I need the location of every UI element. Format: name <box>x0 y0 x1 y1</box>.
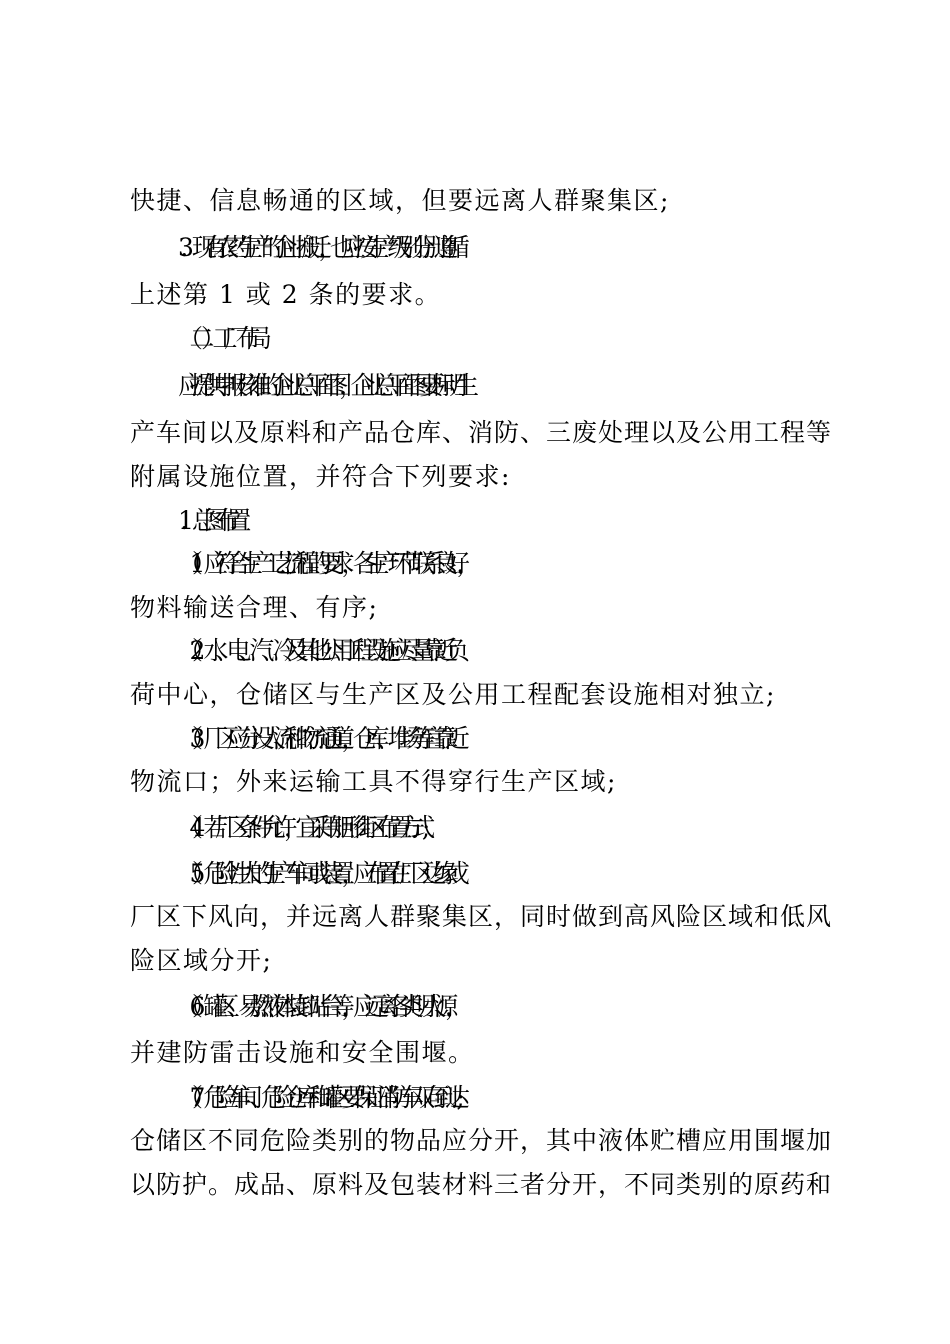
text-line: （5）危险性大的生产车间或装置，应布置在厂区边缘或 <box>178 859 457 888</box>
text-line: （3）厂区应分设人流和物流通道，仓库、堆场等宜靠近 <box>178 724 457 753</box>
text-line: （2）水、电、汽、冷及其他公用工程设施应尽量靠近负 <box>178 636 457 665</box>
text-line: （4）若厂区条件允许，宜采用矩形街区布置方式; <box>178 813 417 842</box>
text-line: 附属设施位置，并符合下列要求: <box>130 462 511 491</box>
section-heading: （二）工厂布局 <box>178 324 259 353</box>
text-line: 荷中心，仓储区与生产区及公用工程配套设施相对独立; <box>130 680 776 709</box>
text-line: 快捷、信息畅通的区域，但要远离人群聚集区; <box>130 186 670 215</box>
text-line: （1）应符合生产工艺流程的要求，各生产环节联系良好， <box>178 549 468 578</box>
subsection-heading: 1．总图布置 <box>178 506 238 535</box>
text-line: 物料输送合理、有序; <box>130 593 379 622</box>
text-line: 3．现有农药生产的企业搬迁，也应按生产级别分别遵循 <box>178 233 457 262</box>
text-line: 物流口；外来运输工具不得穿行生产区域; <box>130 767 617 796</box>
text-line: （6）罐区、易燃液体装卸站台等，应远离各类明火源， <box>178 992 457 1021</box>
text-line: 险区域分开; <box>130 946 273 975</box>
text-line: 产车间以及原料和产品仓库、消防、三废处理以及公用工程等 <box>130 418 833 447</box>
text-line: 厂区下风向，并远离人群聚集区，同时做到高风险区域和低风 <box>130 902 833 931</box>
text-line: （7）危险车间、危险仓库和罐区要保证消防车双向到达; <box>178 1083 452 1112</box>
text-line: 应提供申报核准的企业总平面图，企业总平面图要标明生 <box>178 371 466 400</box>
text-line: 仓储区不同危险类别的物品应分开，其中液体贮槽应用围堰加 <box>130 1126 833 1155</box>
text-line: 以防护。成品、原料及包装材料三者分开，不同类别的原药和 <box>130 1170 833 1199</box>
text-line: 上述第 1 或 2 条的要求。 <box>130 280 442 309</box>
text-line: 并建防雷击设施和安全围堰。 <box>130 1038 475 1067</box>
